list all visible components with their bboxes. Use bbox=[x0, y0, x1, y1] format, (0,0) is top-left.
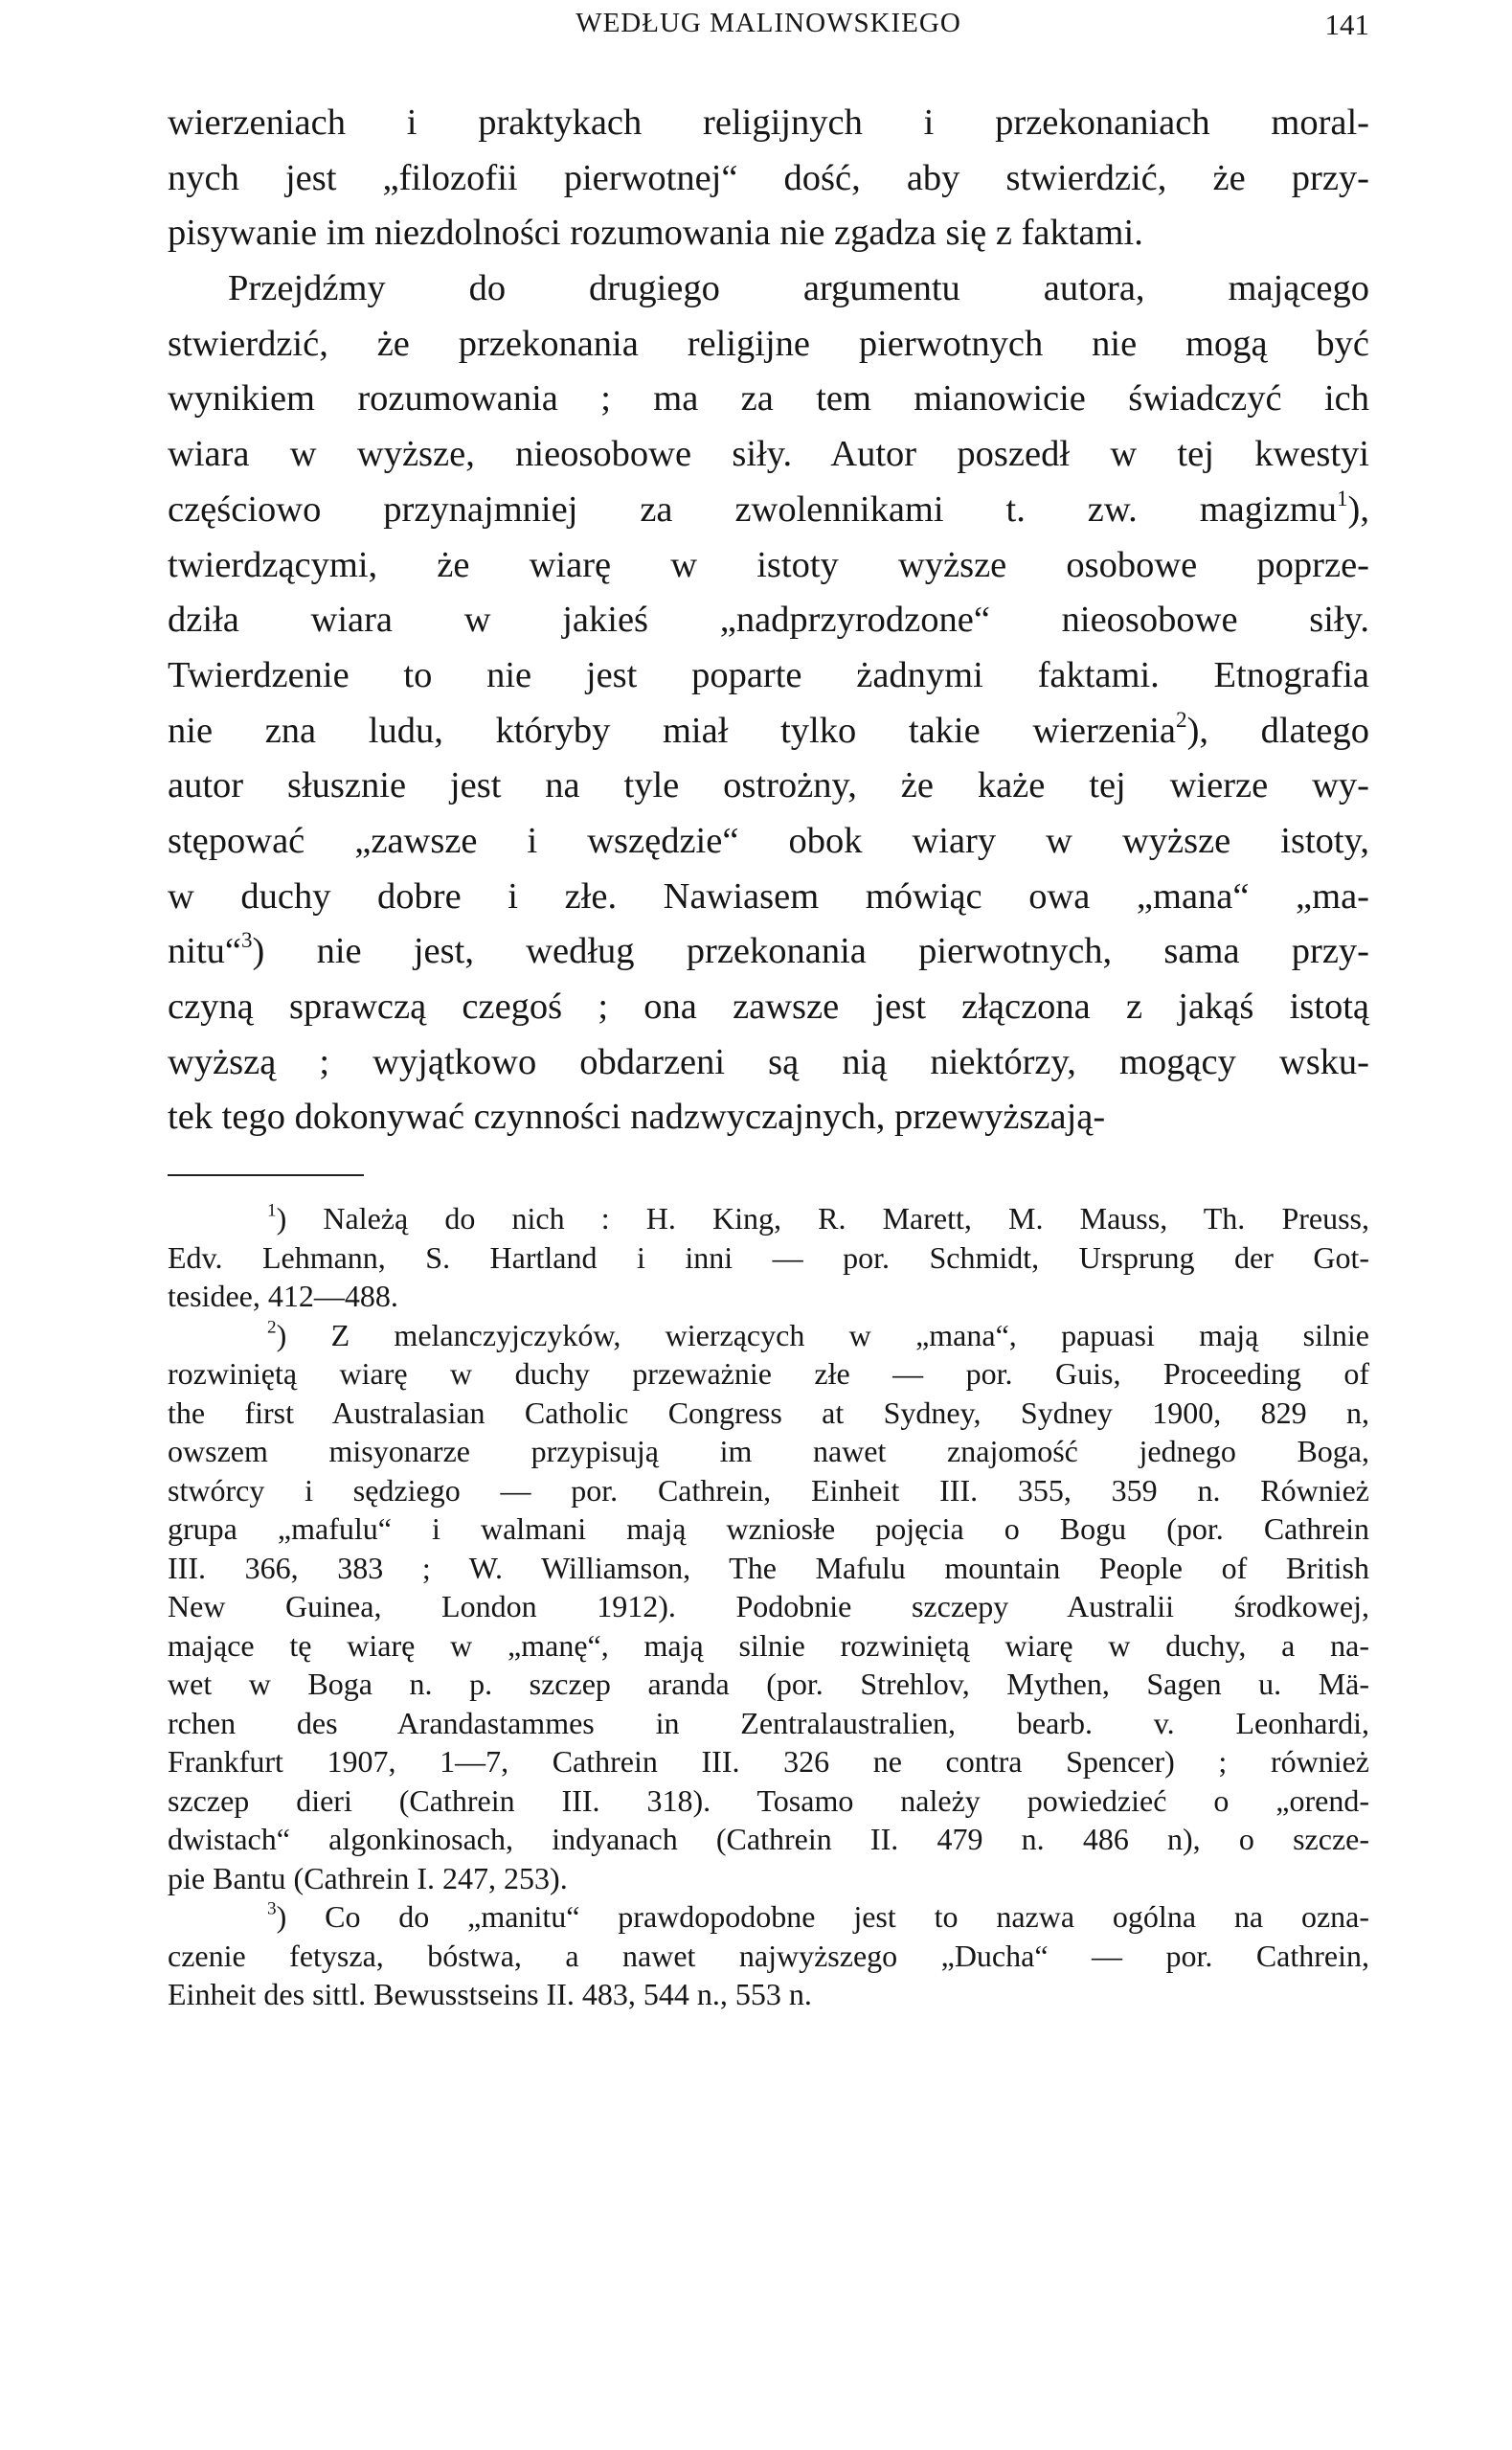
line-tail: ) nie jest, według przekonania pierwotnych, sama przy- bbox=[252, 931, 1369, 972]
footnote-line: wet w Boga n. p. szczep aranda (por. Strehlov, Mythen, Sagen u. Mä- bbox=[168, 1667, 1369, 1701]
running-head: WEDŁUG MALINOWSKIEGO bbox=[575, 8, 961, 38]
footnote-line: szczep dieri (Cathrein III. 318). Tosamo należy powiedzieć o „orend- bbox=[168, 1782, 1369, 1818]
text-line-with-note bbox=[168, 704, 1369, 760]
footnote-text: ) Co do „manitu“ prawdopodobne jest to nazwa ogólna na ozna- bbox=[276, 1899, 1369, 1934]
text-line: autor słusznie jest na tyle ostrożny, że każe tej wierze wy- bbox=[168, 765, 1369, 806]
footnote-ref: 3 bbox=[240, 927, 253, 953]
page-header bbox=[168, 8, 1369, 46]
text-line: w duchy dobre i złe. Nawiasem mówiąc owa „mana“ „ma- bbox=[168, 875, 1369, 917]
footnote-line: rozwiniętą wiarę w duchy przeważnie złe — por. Guis, Proceeding of bbox=[168, 1356, 1369, 1391]
line-text: częściowo przynajmniej za zwolennikami t. zw. magizmu bbox=[168, 488, 1337, 530]
main-text bbox=[168, 96, 1369, 1146]
text-line-with-note bbox=[168, 483, 1369, 538]
footnote-line bbox=[168, 1316, 1369, 1355]
footnote-line: czenie fetysza, bóstwa, a nawet najwyższego „Ducha“ — por. Cathrein, bbox=[168, 1938, 1369, 1973]
footnote-text: ) Z melanczyjczyków, wierzących w „mana“, papuasi mają silnie bbox=[276, 1317, 1369, 1352]
footnote-line: pie Bantu (Cathrein I. 247, 253). bbox=[168, 1860, 568, 1895]
line-text: nitu“ bbox=[168, 931, 241, 972]
text-line: wynikiem rozumowania ; ma za tem mianowicie świadczyć ich bbox=[168, 378, 1369, 420]
line-tail: ), bbox=[1347, 488, 1369, 530]
text-line: nych jest „filozofii pierwotnej“ dość, aby stwierdzić, że przy- bbox=[168, 157, 1369, 198]
footnote-marker: 3 bbox=[267, 1898, 277, 1919]
footnote-separator bbox=[168, 1174, 364, 1176]
footnote-line: Frankfurt 1907, 1—7, Cathrein III. 326 ne contra Spencer) ; również bbox=[168, 1744, 1369, 1779]
line-text: nie zna ludu, któryby miał tylko takie wierzenia bbox=[168, 710, 1177, 751]
footnote-line: grupa „mafulu“ i walmani mają wzniosłe pojęcia o Bogu (por. Cathrein bbox=[168, 1511, 1369, 1546]
text-line: stępować „zawsze i wszędzie“ obok wiary w wyższe istoty, bbox=[168, 820, 1369, 861]
text-line: stwierdzić, że przekonania religijne pierwotnych nie mogą być bbox=[168, 323, 1369, 364]
text-line: pisywanie im niezdolności rozumowania nie zgadza się z faktami. bbox=[168, 213, 1143, 254]
footnote-text: ) Należą do nich : H. King, R. Marett, M. Mauss, Th. Preuss, bbox=[276, 1201, 1369, 1236]
text-line: wierzeniach i praktykach religijnych i przekonaniach moral- bbox=[168, 102, 1369, 143]
footnote-line: the first Australasian Catholic Congress at Sydney, Sydney 1900, 829 n, bbox=[168, 1395, 1369, 1430]
footnote-line bbox=[168, 1199, 1369, 1238]
footnote-ref: 2 bbox=[1176, 706, 1187, 732]
footnotes bbox=[168, 1199, 1369, 2014]
line-tail: ), dlatego bbox=[1186, 710, 1369, 751]
footnote-line: rchen des Arandastammes in Zentralaustralien, bearb. v. Leonhardi, bbox=[168, 1705, 1369, 1740]
footnote-line: mające tę wiarę w „manę“, mają silnie rozwiniętą wiarę w duchy, a na- bbox=[168, 1627, 1369, 1663]
page-number: 141 bbox=[1324, 8, 1369, 41]
text-line: tek tego dokonywać czynności nadzwyczajnych, przewyższają- bbox=[168, 1097, 1106, 1138]
footnote-line: Edv. Lehmann, S. Hartland i inni — por. Schmidt, Ursprung der Got- bbox=[168, 1239, 1369, 1275]
text-line-with-note bbox=[168, 924, 1369, 980]
text-line: dziła wiara w jakieś „nadprzyrodzone“ nieosobowe siły. bbox=[168, 600, 1369, 641]
footnote-ref: 1 bbox=[1337, 485, 1348, 510]
footnote-line: New Guinea, London 1912). Podobnie szczepy Australii środkowej, bbox=[168, 1589, 1369, 1623]
text-line: czyną sprawczą czegoś ; ona zawsze jest złączona z jakąś istotą bbox=[168, 987, 1369, 1027]
footnote-line: dwistach“ algonkinosach, indyanach (Cathrein II. 479 n. 486 n), o szcze- bbox=[168, 1822, 1369, 1856]
footnote-line: Einheit des sittl. Bewusstseins II. 483, 544 n., 553 n. bbox=[168, 1977, 812, 2011]
footnote-line: stwórcy i sędziego — por. Cathrein, Einheit III. 355, 359 n. Również bbox=[168, 1472, 1369, 1508]
footnote-line: III. 366, 383 ; W. Williamson, The Mafulu mountain People of British bbox=[168, 1550, 1369, 1585]
footnote-marker: 1 bbox=[267, 1200, 277, 1221]
text-line: Twierdzenie to nie jest poparte żadnymi faktami. Etnografia bbox=[168, 654, 1369, 695]
footnote-line: owszem misyonarze przypisują im nawet znajomość jednego Boga, bbox=[168, 1434, 1369, 1468]
text-line: wiara w wyższe, nieosobowe siły. Autor poszedł w tej kwestyi bbox=[168, 434, 1369, 475]
footnote-line: tesidee, 412—488. bbox=[168, 1279, 398, 1313]
footnote-line bbox=[168, 1897, 1369, 1937]
text-line: twierdzącymi, że wiarę w istoty wyższe osobowe poprze- bbox=[168, 544, 1369, 585]
text-line: Przejdźmy do drugiego argumentu autora, mającego bbox=[228, 268, 1369, 309]
footnote-marker: 2 bbox=[267, 1317, 277, 1338]
text-line: wyższą ; wyjątkowo obdarzeni są nią niektórzy, mogący wsku- bbox=[168, 1041, 1369, 1082]
